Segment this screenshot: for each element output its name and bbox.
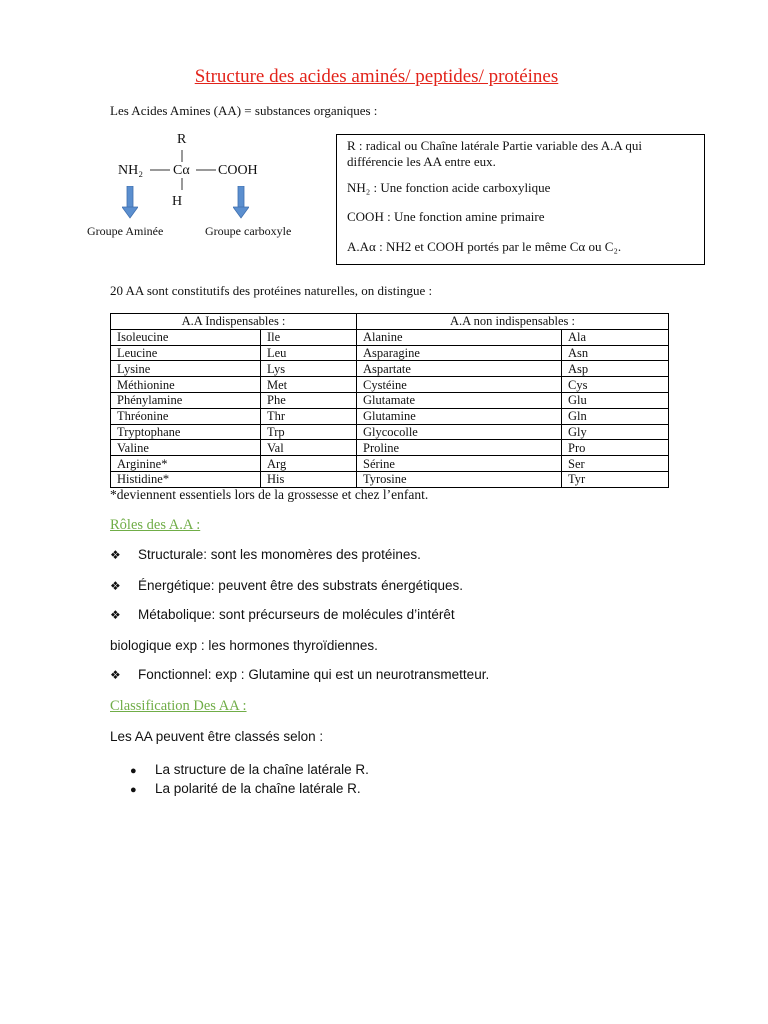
aa-code-cell: Glu <box>562 392 669 408</box>
aa-code-cell: Thr <box>261 408 357 424</box>
classification-list <box>130 760 369 798</box>
aa-name-cell: Cystéine <box>357 377 562 393</box>
table-footnote: *deviennent essentiels lors de la grossesse et chez l’enfant. <box>110 487 429 502</box>
bullet-dot-icon: ● <box>130 765 137 777</box>
table-row <box>111 329 669 345</box>
diamond-bullet-icon: ❖ <box>110 579 121 593</box>
down-arrow-icon <box>233 186 249 220</box>
list-item <box>130 760 369 779</box>
aa-code-cell: Ile <box>261 329 357 345</box>
aa-code-cell: Met <box>261 377 357 393</box>
table-row <box>111 392 669 408</box>
aa-code-cell: Arg <box>261 456 357 472</box>
amino-acids-table <box>110 313 669 488</box>
aa-code-cell: Tyr <box>562 471 669 487</box>
role-item-text: Énergétique: peuvent être des substrats énergétiques. <box>138 578 463 593</box>
aa-name-cell: Histidine* <box>111 471 261 487</box>
diamond-bullet-icon: ❖ <box>110 548 121 562</box>
bullet-dot-icon: ● <box>130 784 137 796</box>
aa-code-cell: Ala <box>562 329 669 345</box>
table-header-row <box>111 314 669 330</box>
diamond-bullet-icon: ❖ <box>110 668 121 682</box>
aa-name-cell: Thréonine <box>111 408 261 424</box>
role-item <box>110 547 421 562</box>
aa-code-cell: Val <box>261 440 357 456</box>
role-item <box>110 578 463 593</box>
formula-r: R <box>177 132 187 147</box>
table-row <box>111 377 669 393</box>
aa-name-cell: Lysine <box>111 361 261 377</box>
definition-r: R : radical ou Chaîne latérale Partie variable des A.A qui différencie les AA entre eux. <box>347 138 642 170</box>
role-item-text: Métabolique: sont précurseurs de molécules d’intérêt <box>138 607 455 622</box>
aa-name-cell: Proline <box>357 440 562 456</box>
formula-calpha: Cα <box>173 163 190 178</box>
header-non-indispensable: A.A non indispensables : <box>357 314 669 330</box>
aa-name-cell: Méthionine <box>111 377 261 393</box>
list-item <box>130 779 369 798</box>
aa-code-cell: Lys <box>261 361 357 377</box>
aa-code-cell: Asp <box>562 361 669 377</box>
aa-code-cell: Leu <box>261 345 357 361</box>
aa-name-cell: Tyrosine <box>357 471 562 487</box>
down-arrow-icon <box>122 186 138 220</box>
aa-name-cell: Glutamine <box>357 408 562 424</box>
carboxyl-group-label: Groupe carboxyle <box>205 224 292 238</box>
aa-name-cell: Glutamate <box>357 392 562 408</box>
table-row <box>111 456 669 472</box>
definition-alpha: A.Aα : NH2 et COOH portés par le même Cα ou C₂. <box>347 239 622 254</box>
formula-h: H <box>172 194 183 209</box>
formula-cooh: COOH <box>218 163 258 178</box>
aa-name-cell: Tryptophane <box>111 424 261 440</box>
list-item-text: La structure de la chaîne latérale R. <box>155 762 369 777</box>
formula-nh2: NH₂ <box>118 163 144 178</box>
table-body <box>111 329 669 487</box>
amine-group-label: Groupe Aminée <box>87 224 164 238</box>
aa-name-cell: Aspartate <box>357 361 562 377</box>
aa-name-cell: Asparagine <box>357 345 562 361</box>
header-indispensable: A.A Indispensables : <box>111 314 357 330</box>
aa-name-cell: Phénylamine <box>111 392 261 408</box>
table-row <box>111 440 669 456</box>
aa-code-cell: His <box>261 471 357 487</box>
list-item-text: La polarité de la chaîne latérale R. <box>155 781 361 796</box>
table-row <box>111 345 669 361</box>
role-item <box>110 667 489 682</box>
definition-nh2: NH₂ : Une fonction acide carboxylique <box>347 179 551 195</box>
aa-code-cell: Gln <box>562 408 669 424</box>
classification-intro: Les AA peuvent être classés selon : <box>110 729 324 744</box>
aa-code-cell: Pro <box>562 440 669 456</box>
amino-acids-intro: 20 AA sont constitutifs des protéines naturelles, on distingue : <box>110 283 433 298</box>
classification-heading: Classification Des AA : <box>110 698 247 714</box>
aa-code-cell: Asn <box>562 345 669 361</box>
diamond-bullet-icon: ❖ <box>110 608 121 622</box>
aa-name-cell: Alanine <box>357 329 562 345</box>
table-row <box>111 424 669 440</box>
aa-name-cell: Valine <box>111 440 261 456</box>
definitions-box <box>336 134 705 265</box>
aa-code-cell: Trp <box>261 424 357 440</box>
role-item <box>110 607 455 622</box>
roles-heading: Rôles des A.A : <box>110 517 201 533</box>
aa-name-cell: Glycocolle <box>357 424 562 440</box>
aa-code-cell: Ser <box>562 456 669 472</box>
table-row <box>111 471 669 487</box>
aa-name-cell: Leucine <box>111 345 261 361</box>
table-row <box>111 361 669 377</box>
definition-cooh: COOH : Une fonction amine primaire <box>347 208 545 224</box>
table-row <box>111 408 669 424</box>
role-continuation: biologique exp : les hormones thyroïdiennes. <box>110 638 378 653</box>
aa-name-cell: Sérine <box>357 456 562 472</box>
aa-code-cell: Phe <box>261 392 357 408</box>
role-item-text: Fonctionnel: exp : Glutamine qui est un neurotransmetteur. <box>138 667 490 682</box>
aa-code-cell: Cys <box>562 377 669 393</box>
intro-text: Les Acides Amines (AA) = substances organiques : <box>110 103 378 118</box>
document-title: Structure des acides aminés/ peptides/ protéines <box>194 66 559 87</box>
role-item-text: Structurale: sont les monomères des protéines. <box>138 547 421 562</box>
aa-name-cell: Arginine* <box>111 456 261 472</box>
aa-name-cell: Isoleucine <box>111 329 261 345</box>
aa-code-cell: Gly <box>562 424 669 440</box>
